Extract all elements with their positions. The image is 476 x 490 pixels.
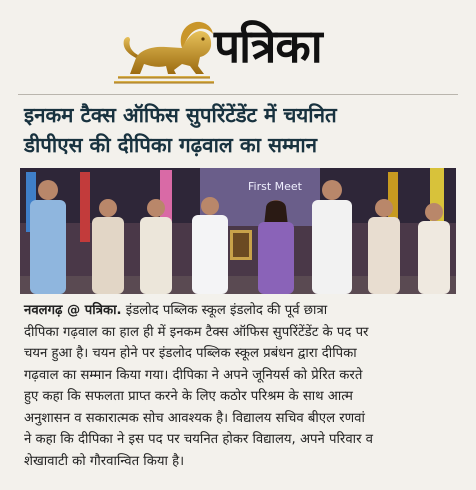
article-body (24, 300, 456, 472)
banner-text: First Meet (248, 180, 302, 193)
body-line-2: दीपिका गढ़वाल का हाल ही में इनकम टैक्स ऑफिस सुपरिंटेंडेंट के पद पर (24, 324, 369, 340)
body-line-6: अनुशासन व सकारात्मक सोच आवश्यक है। विद्यालय सचिव बीएल रणवां (24, 410, 365, 426)
brand-logo-text: पत्रिका (214, 19, 322, 73)
headline-line-1: इनकम टैक्स ऑफिस सुपरिंटेंडेंट में चयनित (24, 103, 337, 127)
body-line-5: हुए कहा कि सफलता प्राप्त करने के लिए कठोर परिश्रम के साथ आत्म (24, 389, 353, 404)
article-headline (24, 100, 454, 160)
body-line-4: गढ़वाल का सम्मान किया गया। दीपिका ने अपने जूनियर्स को प्रेरित करते (24, 367, 363, 383)
masthead (0, 0, 476, 92)
body-line-8: शेखावाटी को गौरवान्वित किया है। (24, 453, 185, 469)
photo-illustration (20, 168, 456, 294)
divider-line (18, 94, 458, 95)
body-line-1: नवलगढ़ @ पत्रिका. इंडलोद पब्लिक स्कूल इंडलोद की पूर्व छात्रा (24, 303, 328, 318)
body-line-3: चयन हुआ है। चयन होने पर इंडलोद पब्लिक स्कूल प्रबंधन द्वारा दीपिका (24, 346, 357, 361)
dateline: नवलगढ़ @ पत्रिका. (24, 303, 122, 318)
event-photo (20, 168, 456, 294)
body-line-7: ने कहा कि दीपिका ने इस पद पर चयनित होकर विद्यालय, अपने परिवार व (24, 432, 373, 447)
lion-emblem-icon (112, 14, 216, 88)
headline-line-2: डीपीएस की दीपिका गढ़वाल का सम्मान (24, 133, 318, 157)
